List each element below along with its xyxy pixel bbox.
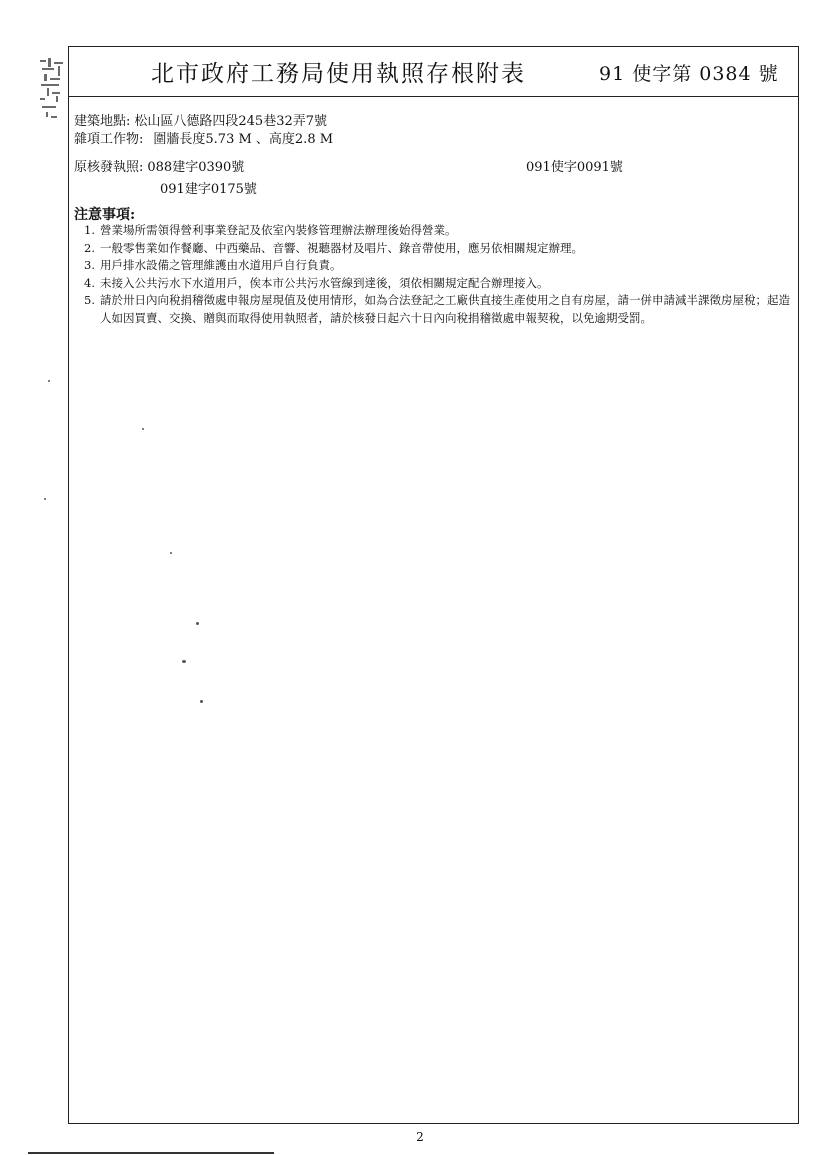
note-number: 5.: [84, 293, 95, 307]
header-band: [69, 47, 798, 97]
note-number: 1.: [84, 223, 95, 237]
location-row: [74, 110, 327, 129]
location-value: 松山區八德路四段245巷32弄7號: [134, 114, 328, 129]
note-item: [84, 222, 796, 240]
original-permit-value-2: 091建字0175號: [160, 182, 257, 197]
note-text: 一般零售業如作餐廳、中西藥品、音響、視聽器材及唱片、錄音帶使用，應另依相關規定辦理。: [100, 240, 583, 255]
original-permit-row-2: [160, 178, 257, 197]
original-permit-value-3: 091使字0091號: [526, 160, 623, 175]
works-row: [74, 128, 333, 147]
footer-rule: [28, 1152, 274, 1154]
note-item: [84, 240, 796, 258]
document-frame: [68, 46, 799, 1124]
original-permit-label: 原核發執照:: [74, 160, 144, 175]
note-item: [84, 257, 796, 275]
scan-speck: [142, 428, 144, 430]
scan-speck: [196, 622, 199, 625]
note-item: [84, 275, 796, 293]
original-permit-row: [74, 156, 244, 175]
notes-heading: 注意事項:: [74, 207, 136, 223]
note-text: 請於卅日內向稅捐稽徵處申報房屋現值及使用情形，如為合法登記之工廠供直接生產使用之自有房屋，請一併申請減半課徵房屋稅；起造人如因買賣、交換、贈與而取得使用執照者，請於核發日起六十日內向稅捐稽徵處申報契稅，以免逾期受罰。: [100, 293, 790, 325]
works-label: 雜項工作物:: [74, 132, 144, 147]
note-number: 3.: [84, 258, 95, 272]
scan-speck: [44, 498, 46, 500]
note-text: 未接入公共污水下水道用戶，俟本市公共污水管線到達後，須依相關規定配合辦理接入。: [100, 275, 549, 290]
scan-speck: [48, 380, 50, 382]
works-value: 圍牆長度5.73 M 、高度2.8 M: [153, 132, 334, 147]
permit-number: 91 使字第 0384 號: [599, 63, 779, 85]
note-text: 用戶排水設備之管理維護由水道用戶自行負責。: [100, 258, 342, 272]
note-number: 4.: [84, 275, 95, 290]
original-permit-row-right: [526, 156, 623, 175]
note-text: 營業場所需領得營利事業登記及依室內裝修管理辦法辦理後始得營業。: [100, 223, 457, 237]
scan-speck: [182, 660, 186, 663]
document-title: 北市政府工務局使用執照存根附表: [151, 61, 526, 87]
scan-speck: [200, 700, 203, 703]
note-number: 2.: [84, 240, 95, 255]
location-label: 建築地點:: [74, 114, 131, 129]
original-permit-value-1: 088建字0390號: [147, 160, 245, 175]
note-item: [84, 292, 796, 327]
page-number: 2: [416, 1130, 424, 1144]
notes-list: [84, 222, 796, 327]
scan-speck: [170, 552, 172, 554]
